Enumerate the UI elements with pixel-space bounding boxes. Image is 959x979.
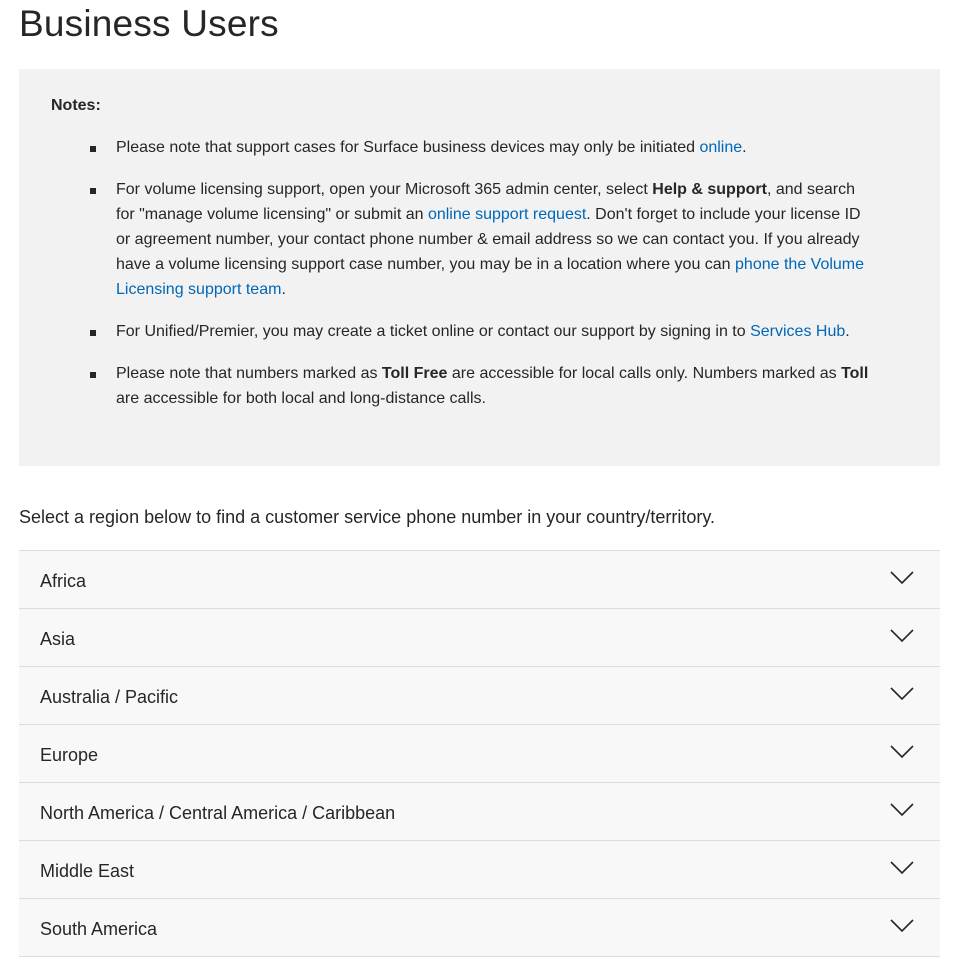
- region-label: Middle East: [40, 861, 135, 881]
- notes-text: are accessible for local calls only. Numbers marked as: [447, 365, 842, 382]
- region-accordion-item[interactable]: [19, 551, 940, 609]
- notes-list-item: [51, 361, 871, 411]
- notes-list: [51, 135, 871, 428]
- notes-text: .: [742, 139, 747, 156]
- chevron-down-icon[interactable]: [890, 629, 914, 643]
- chevron-down-icon[interactable]: [890, 861, 914, 875]
- notes-text: are accessible for both local and long-distance calls.: [116, 390, 486, 407]
- region-accordion-item[interactable]: [19, 783, 940, 841]
- chevron-down-icon[interactable]: [890, 803, 914, 817]
- region-label: North America / Central America / Caribbean: [40, 803, 396, 823]
- notes-list-item: [51, 177, 871, 302]
- notes-bold-text: Help & support: [652, 181, 767, 198]
- notes-text: Please note that support cases for Surface business devices may only be initiated: [116, 139, 700, 156]
- notes-link[interactable]: online support request: [427, 206, 587, 223]
- chevron-down-icon[interactable]: [890, 919, 914, 933]
- notes-text: Please note that numbers marked as: [116, 365, 382, 382]
- notes-text: , and search for "manage volume licensing" or submit an: [116, 181, 855, 223]
- notes-list-item: [51, 135, 871, 160]
- notes-text: For Unified/Premier, you may create a ticket online or contact our support by signing in to: [116, 323, 751, 340]
- notes-list-item: [51, 319, 871, 344]
- page-title: Business Users: [19, 3, 279, 44]
- region-label: Australia / Pacific: [40, 687, 179, 707]
- notes-bold-text: Toll: [841, 365, 869, 382]
- region-accordion-item[interactable]: [19, 667, 940, 725]
- notes-panel: [19, 69, 940, 466]
- notes-text: .: [281, 281, 286, 298]
- notes-text: . Don't forget to include your license ID or agreement number, your contact phone number & email address so we can contact you. If you already have a volume licensing support case number, you may be in a location where you can: [116, 206, 861, 273]
- notes-text: For volume licensing support, open your Microsoft 365 admin center, select: [116, 181, 653, 198]
- notes-text: .: [845, 323, 850, 340]
- notes-link[interactable]: online: [699, 139, 743, 156]
- notes-link[interactable]: Services Hub: [750, 323, 846, 340]
- region-label: Europe: [40, 745, 99, 765]
- region-accordion-item[interactable]: [19, 609, 940, 667]
- region-accordion-item[interactable]: [19, 899, 940, 957]
- chevron-down-icon[interactable]: [890, 745, 914, 759]
- region-accordion: [19, 550, 940, 957]
- notes-link[interactable]: phone the Volume Licensing support team: [116, 256, 865, 298]
- region-label: South America: [40, 919, 158, 939]
- notes-heading: Notes:: [51, 97, 101, 114]
- region-intro-text: Select a region below to find a customer service phone number in your country/territory.: [19, 507, 716, 527]
- chevron-down-icon[interactable]: [890, 687, 914, 701]
- region-accordion-item[interactable]: [19, 841, 940, 899]
- chevron-down-icon[interactable]: [890, 571, 914, 585]
- notes-bold-text: Toll Free: [381, 365, 448, 382]
- region-label: Asia: [40, 629, 76, 649]
- region-label: Africa: [40, 571, 87, 591]
- region-accordion-item[interactable]: [19, 725, 940, 783]
